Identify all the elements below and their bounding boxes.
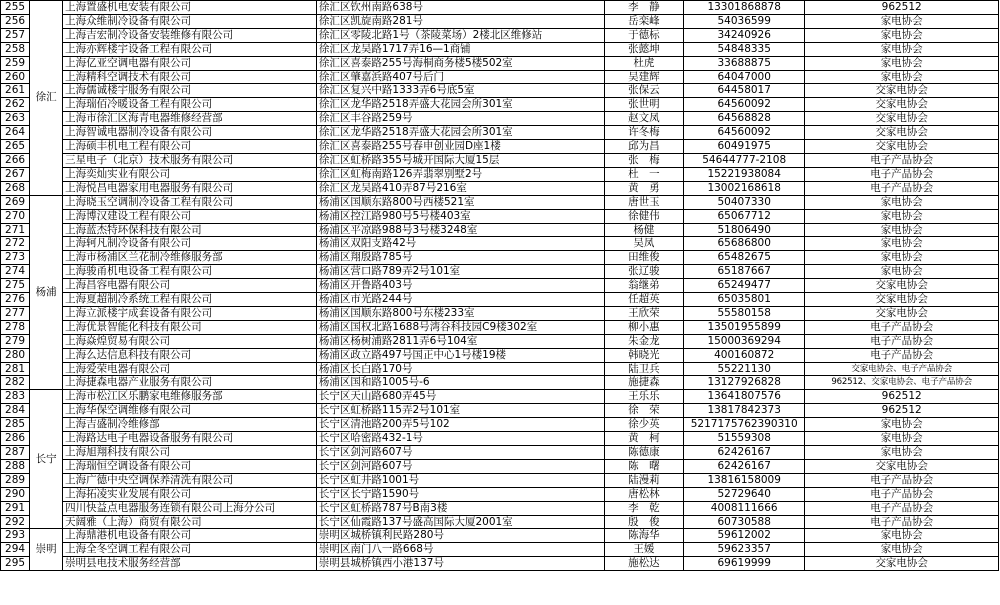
phone-number: 59623357 <box>684 543 805 557</box>
company-address: 杨浦区控江路980号5号楼403室 <box>316 209 604 223</box>
district-name: 杨浦 <box>30 195 63 390</box>
table-row <box>1 14 999 28</box>
company-name: 上海精科空调技术有限公司 <box>63 70 317 84</box>
company-name: 崇明县电技术服务经营部 <box>63 557 317 571</box>
row-number: 258 <box>1 42 30 56</box>
row-number: 273 <box>1 251 30 265</box>
company-name: 上海智诚电器制冷设备有限公司 <box>63 126 317 140</box>
company-address: 徐汇区龙吴路1717弄16—1商铺 <box>316 42 604 56</box>
association: 962512 <box>805 1 999 15</box>
table-row <box>1 140 999 154</box>
row-number: 271 <box>1 223 30 237</box>
contact-person: 张 梅 <box>604 153 683 167</box>
association: 962512、交家电协会、电子产品协会 <box>805 376 999 390</box>
company-address: 长宁区虹桥路787号B南3楼 <box>316 501 604 515</box>
company-name: 上海拓凌实业发展有限公司 <box>63 487 317 501</box>
association: 电子产品协会 <box>805 320 999 334</box>
contact-person: 李 静 <box>604 1 683 15</box>
row-number: 292 <box>1 515 30 529</box>
row-number: 289 <box>1 473 30 487</box>
association: 家电协会 <box>805 14 999 28</box>
company-address: 徐汇区丰谷路259号 <box>316 112 604 126</box>
company-name: 上海骏甬机电设备工程有限公司 <box>63 265 317 279</box>
company-address: 长宁区天山路680弄45号 <box>316 390 604 404</box>
company-name: 上海轲凡制冷设备有限公司 <box>63 237 317 251</box>
company-address: 崇明区南门八一路668号 <box>316 543 604 557</box>
association: 电子产品协会 <box>805 334 999 348</box>
table-row <box>1 28 999 42</box>
row-number: 284 <box>1 404 30 418</box>
table-row <box>1 251 999 265</box>
company-name: 上海亦辉楼宇设备工程有限公司 <box>63 42 317 56</box>
company-address: 杨浦区国顺东路800号东楼233室 <box>316 306 604 320</box>
company-address: 杨浦区杨树浦路2811弄6号104室 <box>316 334 604 348</box>
row-number: 269 <box>1 195 30 209</box>
phone-number: 64047000 <box>684 70 805 84</box>
table-row <box>1 223 999 237</box>
company-name: 上海博汉建设工程有限公司 <box>63 209 317 223</box>
row-number: 267 <box>1 167 30 181</box>
contact-person: 唐松林 <box>604 487 683 501</box>
contact-person: 陆卫兵 <box>604 362 683 376</box>
contact-person: 陆漫莉 <box>604 473 683 487</box>
company-address: 徐汇区龙吴路410弄87号216室 <box>316 181 604 195</box>
company-address: 杨浦区翔殷路785号 <box>316 251 604 265</box>
phone-number: 55580158 <box>684 306 805 320</box>
company-name: 上海么达信息科技有限公司 <box>63 348 317 362</box>
company-name: 上海旭翔科技有限公司 <box>63 446 317 460</box>
phone-number: 13301868878 <box>684 1 805 15</box>
contact-person: 吴建辉 <box>604 70 683 84</box>
row-number: 262 <box>1 98 30 112</box>
company-address: 杨浦区国和路1005号-6 <box>316 376 604 390</box>
association: 家电协会 <box>805 432 999 446</box>
phone-number: 62426167 <box>684 446 805 460</box>
table-row <box>1 543 999 557</box>
company-name: 上海硕丰机电工程有限公司 <box>63 140 317 154</box>
table-row <box>1 306 999 320</box>
contact-person: 徐 荣 <box>604 404 683 418</box>
contact-person: 徐健伟 <box>604 209 683 223</box>
phone-number: 400160872 <box>684 348 805 362</box>
phone-number: 13501955899 <box>684 320 805 334</box>
phone-number: 55221130 <box>684 362 805 376</box>
phone-number: 60730588 <box>684 515 805 529</box>
association: 家电协会 <box>805 418 999 432</box>
company-address: 杨浦区国权北路1688号湾谷科技园C9楼302室 <box>316 320 604 334</box>
row-number: 268 <box>1 181 30 195</box>
company-address: 徐汇区龙华路2518弄盛大花园会所301室 <box>316 98 604 112</box>
table-row <box>1 293 999 307</box>
association: 交家电协会 <box>805 306 999 320</box>
row-number: 275 <box>1 279 30 293</box>
table-row <box>1 418 999 432</box>
contact-person: 李 乾 <box>604 501 683 515</box>
table-row <box>1 112 999 126</box>
association: 家电协会 <box>805 251 999 265</box>
table-row <box>1 390 999 404</box>
association: 交家电协会 <box>805 126 999 140</box>
row-number: 270 <box>1 209 30 223</box>
company-address: 长宁区剑河路607号 <box>316 459 604 473</box>
table-row <box>1 181 999 195</box>
contact-person: 施捷森 <box>604 376 683 390</box>
table-row <box>1 84 999 98</box>
district-name: 徐汇 <box>30 1 63 196</box>
table-row <box>1 487 999 501</box>
company-address: 崇明区城桥镇利民路280号 <box>316 529 604 543</box>
row-number: 286 <box>1 432 30 446</box>
company-address: 长宁区清池路200弄5号102 <box>316 418 604 432</box>
phone-number: 15221938084 <box>684 167 805 181</box>
association: 家电协会 <box>805 56 999 70</box>
company-address: 杨浦区国顺东路800号西楼521室 <box>316 195 604 209</box>
company-address: 徐汇区钦州南路638号 <box>316 1 604 15</box>
table-body <box>1 1 999 571</box>
company-name: 上海蓝杰特环保科技有限公司 <box>63 223 317 237</box>
company-address: 杨浦区市光路244号 <box>316 293 604 307</box>
company-name: 上海爱荣电器有限公司 <box>63 362 317 376</box>
row-number: 294 <box>1 543 30 557</box>
row-number: 256 <box>1 14 30 28</box>
association: 交家电协会 <box>805 557 999 571</box>
phone-number: 4008111666 <box>684 501 805 515</box>
phone-number: 65482675 <box>684 251 805 265</box>
phone-number: 15000369294 <box>684 334 805 348</box>
table-row <box>1 557 999 571</box>
table-row <box>1 348 999 362</box>
contact-person: 陈海华 <box>604 529 683 543</box>
table-row <box>1 501 999 515</box>
association: 交家电协会 <box>805 112 999 126</box>
phone-number: 54848335 <box>684 42 805 56</box>
company-name: 上海路达电子电器设备服务有限公司 <box>63 432 317 446</box>
phone-number: 54644777-2108 <box>684 153 805 167</box>
company-address: 杨浦区开鲁路403号 <box>316 279 604 293</box>
company-name: 上海鼎港机电设备有限公司 <box>63 529 317 543</box>
association: 交家电协会 <box>805 293 999 307</box>
contact-person: 王乐乐 <box>604 390 683 404</box>
row-number: 257 <box>1 28 30 42</box>
company-address: 徐汇区零陵北路1号（茶陵菜场）2楼北区维修站 <box>316 28 604 42</box>
phone-number: 13816158009 <box>684 473 805 487</box>
contact-person: 翁继弟 <box>604 279 683 293</box>
association: 962512 <box>805 390 999 404</box>
phone-number: 64560092 <box>684 98 805 112</box>
table-row <box>1 432 999 446</box>
contact-person: 韩晓光 <box>604 348 683 362</box>
association: 交家电协会 <box>805 84 999 98</box>
company-name: 上海夏超制冷系统工程有限公司 <box>63 293 317 307</box>
phone-number: 13817842373 <box>684 404 805 418</box>
company-address: 徐汇区虹桥路355号城开国际大厦15层 <box>316 153 604 167</box>
company-name: 上海市徐汇区海青电器维修经营部 <box>63 112 317 126</box>
company-address: 长宁区仙霞路137号盛高国际大厦2001室 <box>316 515 604 529</box>
row-number: 283 <box>1 390 30 404</box>
table-row <box>1 209 999 223</box>
table-row <box>1 98 999 112</box>
phone-number: 34240926 <box>684 28 805 42</box>
row-number: 259 <box>1 56 30 70</box>
company-address: 崇明县城桥镇西小港137号 <box>316 557 604 571</box>
company-address: 杨浦区平凉路988号3号楼3248室 <box>316 223 604 237</box>
phone-number: 13127926828 <box>684 376 805 390</box>
table-row <box>1 56 999 70</box>
row-number: 263 <box>1 112 30 126</box>
district-name: 长宁 <box>30 390 63 529</box>
table-row <box>1 279 999 293</box>
association: 电子产品协会 <box>805 167 999 181</box>
row-number: 281 <box>1 362 30 376</box>
company-name: 三星电子（北京）技术服务有限公司 <box>63 153 317 167</box>
table-row <box>1 195 999 209</box>
company-address: 长宁区长宁路1590号 <box>316 487 604 501</box>
row-number: 260 <box>1 70 30 84</box>
phone-number: 13641807576 <box>684 390 805 404</box>
contact-person: 施松达 <box>604 557 683 571</box>
contact-person: 殷 俊 <box>604 515 683 529</box>
row-number: 272 <box>1 237 30 251</box>
association: 交家电协会 <box>805 459 999 473</box>
company-address: 杨浦区营口路789弄2号101室 <box>316 265 604 279</box>
phone-number: 65686800 <box>684 237 805 251</box>
phone-number: 54036599 <box>684 14 805 28</box>
contact-person: 张懿坤 <box>604 42 683 56</box>
row-number: 282 <box>1 376 30 390</box>
association: 家电协会 <box>805 265 999 279</box>
table-row <box>1 70 999 84</box>
company-name: 上海全冬空调工程有限公司 <box>63 543 317 557</box>
phone-number: 51806490 <box>684 223 805 237</box>
contact-person: 柳小惠 <box>604 320 683 334</box>
contact-person: 黄 勇 <box>604 181 683 195</box>
company-address: 徐汇区喜泰路255号春申创业园D座1楼 <box>316 140 604 154</box>
contact-person: 杨健 <box>604 223 683 237</box>
row-number: 290 <box>1 487 30 501</box>
company-name: 上海吉宏制冷设备安装维修有限公司 <box>63 28 317 42</box>
association: 电子产品协会 <box>805 181 999 195</box>
table-row <box>1 529 999 543</box>
company-address: 徐汇区喜泰路255号海桐商务楼5楼502室 <box>316 56 604 70</box>
contact-person: 朱金龙 <box>604 334 683 348</box>
association: 交家电协会 <box>805 98 999 112</box>
association: 家电协会 <box>805 70 999 84</box>
table-row <box>1 237 999 251</box>
row-number: 277 <box>1 306 30 320</box>
table-row <box>1 334 999 348</box>
row-number: 293 <box>1 529 30 543</box>
company-address: 长宁区剑河路607号 <box>316 446 604 460</box>
company-name: 上海置盛机电安装有限公司 <box>63 1 317 15</box>
contact-person: 吴凤 <box>604 237 683 251</box>
company-address: 长宁区虹井路1001号 <box>316 473 604 487</box>
contact-person: 于德标 <box>604 28 683 42</box>
table-row <box>1 153 999 167</box>
row-number: 264 <box>1 126 30 140</box>
table-row <box>1 376 999 390</box>
contact-person: 岳栾峰 <box>604 14 683 28</box>
company-address: 徐汇区龙华路2518弄盛大花园会所301室 <box>316 126 604 140</box>
table-row <box>1 515 999 529</box>
association: 电子产品协会 <box>805 348 999 362</box>
contact-person: 许冬梅 <box>604 126 683 140</box>
association: 家电协会 <box>805 195 999 209</box>
company-name: 上海瑞佰冷暖设备工程有限公司 <box>63 98 317 112</box>
contact-person: 徐少英 <box>604 418 683 432</box>
district-name: 崇明 <box>30 529 63 571</box>
phone-number: 33688875 <box>684 56 805 70</box>
phone-number: 64458017 <box>684 84 805 98</box>
table-row <box>1 473 999 487</box>
phone-number: 52729640 <box>684 487 805 501</box>
phone-number: 65035801 <box>684 293 805 307</box>
company-name: 上海儒诚楼宇服务有限公司 <box>63 84 317 98</box>
association: 交家电协会 <box>805 279 999 293</box>
association: 962512 <box>805 404 999 418</box>
phone-number: 69619999 <box>684 557 805 571</box>
table-row <box>1 459 999 473</box>
contact-person: 田维俊 <box>604 251 683 265</box>
table-row <box>1 42 999 56</box>
company-address: 长宁区虹桥路115弄2号101室 <box>316 404 604 418</box>
phone-number: 64560092 <box>684 126 805 140</box>
contact-person: 邱为昌 <box>604 140 683 154</box>
contact-person: 王媛 <box>604 543 683 557</box>
table-row <box>1 265 999 279</box>
association: 家电协会 <box>805 237 999 251</box>
row-number: 278 <box>1 320 30 334</box>
company-address: 长宁区哈密路432-1号 <box>316 432 604 446</box>
phone-number: 65187667 <box>684 265 805 279</box>
row-number: 279 <box>1 334 30 348</box>
contact-person: 任超英 <box>604 293 683 307</box>
phone-number: 50407330 <box>684 195 805 209</box>
phone-number: 60491975 <box>684 140 805 154</box>
association: 家电协会 <box>805 223 999 237</box>
phone-number: 64568828 <box>684 112 805 126</box>
company-name: 上海晓玉空调制冷设备工程有限公司 <box>63 195 317 209</box>
contact-person: 张辽骏 <box>604 265 683 279</box>
phone-number: 65067712 <box>684 209 805 223</box>
contact-person: 张保云 <box>604 84 683 98</box>
association: 家电协会 <box>805 28 999 42</box>
association: 家电协会 <box>805 529 999 543</box>
phone-number: 62426167 <box>684 459 805 473</box>
association: 家电协会 <box>805 42 999 56</box>
contact-person: 唐世玉 <box>604 195 683 209</box>
table-row <box>1 1 999 15</box>
company-address: 徐汇区凯旋南路281号 <box>316 14 604 28</box>
row-number: 285 <box>1 418 30 432</box>
contact-person: 黄 柯 <box>604 432 683 446</box>
company-name: 四川快益点电器服务连锁有限公司上海分公司 <box>63 501 317 515</box>
contact-person: 陈德康 <box>604 446 683 460</box>
company-name: 上海市松江区乐鹏家电维修服务部 <box>63 390 317 404</box>
association: 电子产品协会 <box>805 473 999 487</box>
contact-person: 陈 曙 <box>604 459 683 473</box>
company-name: 上海瑞恒空调设备有限公司 <box>63 459 317 473</box>
table-row <box>1 362 999 376</box>
contact-person: 杜虎 <box>604 56 683 70</box>
company-address: 杨浦区长白路170号 <box>316 362 604 376</box>
company-address: 徐汇区复兴中路1333弄6号底5室 <box>316 84 604 98</box>
company-address: 杨浦区政立路497号国正中心1号楼19楼 <box>316 348 604 362</box>
company-address: 杨浦区双阳支路42号 <box>316 237 604 251</box>
row-number: 295 <box>1 557 30 571</box>
table-row <box>1 446 999 460</box>
row-number: 287 <box>1 446 30 460</box>
row-number: 265 <box>1 140 30 154</box>
phone-number: 51559308 <box>684 432 805 446</box>
phone-number: 52171757623903​10 <box>684 418 805 432</box>
table-row <box>1 320 999 334</box>
company-name: 上海亿亚空调电器有限公司 <box>63 56 317 70</box>
company-address: 徐汇区肇嘉浜路407号后门 <box>316 70 604 84</box>
table-row <box>1 126 999 140</box>
company-name: 天阔雅（上海）商贸有限公司 <box>63 515 317 529</box>
table-row <box>1 167 999 181</box>
company-name: 上海焱煌贸易有限公司 <box>63 334 317 348</box>
association: 家电协会 <box>805 543 999 557</box>
association: 电子产品协会 <box>805 501 999 515</box>
company-name: 上海悦昌电器家用电器服务有限公司 <box>63 181 317 195</box>
association: 电子产品协会 <box>805 515 999 529</box>
company-name: 上海昌容电器有限公司 <box>63 279 317 293</box>
phone-number: 13002168618 <box>684 181 805 195</box>
phone-number: 59612002 <box>684 529 805 543</box>
row-number: 255 <box>1 1 30 15</box>
association: 家电协会 <box>805 446 999 460</box>
association: 交家电协会 <box>805 140 999 154</box>
company-name: 上海华保空调维修有限公司 <box>63 404 317 418</box>
row-number: 288 <box>1 459 30 473</box>
company-name: 上海吉盛制冷维修部 <box>63 418 317 432</box>
association: 交家电协会、电子产品协会 <box>805 362 999 376</box>
association: 电子产品协会 <box>805 487 999 501</box>
row-number: 280 <box>1 348 30 362</box>
contact-person: 张世明 <box>604 98 683 112</box>
association: 电子产品协会 <box>805 153 999 167</box>
company-name: 上海捷森电器产业服务有限公司 <box>63 376 317 390</box>
row-number: 274 <box>1 265 30 279</box>
association: 家电协会 <box>805 209 999 223</box>
company-name: 上海市杨浦区兰花制冷维修服务部 <box>63 251 317 265</box>
contact-person: 赵文凤 <box>604 112 683 126</box>
contact-person: 王欣荣 <box>604 306 683 320</box>
row-number: 276 <box>1 293 30 307</box>
company-name: 上海众维制冷设备有限公司 <box>63 14 317 28</box>
company-address: 徐汇区虹梅南路126弄翡翠别墅2号 <box>316 167 604 181</box>
company-name: 上海优景智能化科技有限公司 <box>63 320 317 334</box>
row-number: 291 <box>1 501 30 515</box>
table-row <box>1 404 999 418</box>
phone-number: 65249477 <box>684 279 805 293</box>
company-name: 上海奕灿实业有限公司 <box>63 167 317 181</box>
company-name: 上海立派楼宇成套设备有限公司 <box>63 306 317 320</box>
company-name: 上海广德中央空调保养清洗有限公司 <box>63 473 317 487</box>
row-number: 266 <box>1 153 30 167</box>
row-number: 261 <box>1 84 30 98</box>
contact-person: 杜 一 <box>604 167 683 181</box>
